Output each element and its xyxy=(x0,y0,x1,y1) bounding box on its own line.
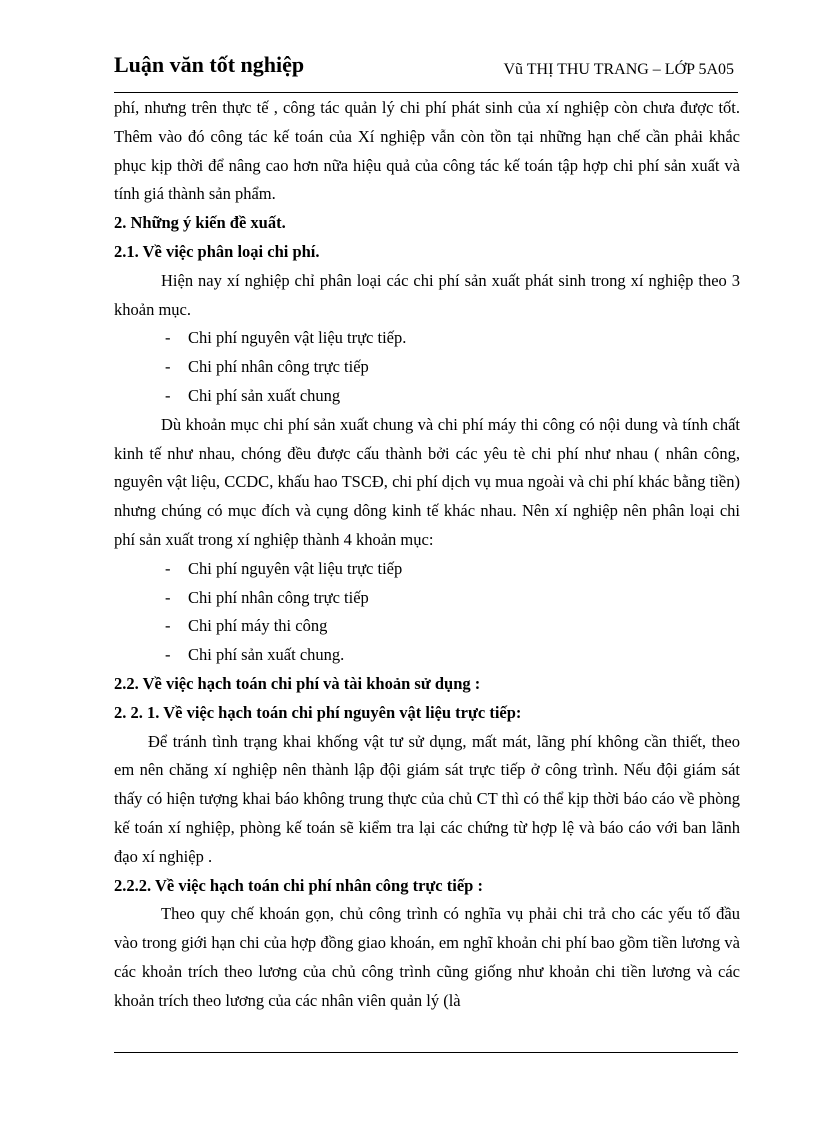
paragraph-2-1-b: Dù khoản mục chi phí sản xuất chung và chi phí máy thi công có nội dung và tính chất kinh tế như nhau, chóng đều được cấu thành bởi các yêu tè chi phí như nhau ( nhân công, nguyên vật liệu, CCDC, khấu hao TSCĐ, chi phí dịch vụ mua ngoài và chi phí khác bằng tiền) nhưng chúng có mục đích và cụng dông kinh tế khác nhau. Nên xí nghiệp nên phân loại chi phí sản xuất trong xí nghiệp thành 4 khoản mục: xyxy=(114,414,740,549)
heading-section-2-2-1: 2. 2. 1. Về việc hạch toán chi phí nguyên vật liệu trực tiếp: xyxy=(114,702,522,722)
cost-items-list-a xyxy=(114,324,740,410)
dash-marker: - xyxy=(165,328,171,348)
paragraph-2-1-a: Hiện nay xí nghiệp chỉ phân loại các chi phí sản xuất phát sinh trong xí nghiệp theo 3 khoản mục. xyxy=(114,270,740,319)
document-title: Luận văn tốt nghiệp xyxy=(114,52,305,77)
dash-marker: - xyxy=(165,587,171,607)
dash-marker: - xyxy=(165,645,171,665)
list-item-text: Chi phí nguyên vật liệu trực tiếp. xyxy=(188,328,407,348)
page-header xyxy=(114,52,738,93)
heading-section-2: 2. Những ý kiến đề xuất. xyxy=(114,213,286,233)
list-item xyxy=(114,584,740,613)
author-class-label: Vũ THỊ THU TRANG – LỚP 5A05 xyxy=(503,61,734,78)
footer-divider xyxy=(114,1052,738,1053)
paragraph-2-2-2: Theo quy chế khoán gọn, chủ công trình có nghĩa vụ phải chi trả cho các yếu tố đầu vào trong giới hạn chi của hợp đồng giao khoán, em nghĩ khoản chi phí bao gồm tiền lương và các khoản trích theo lương của chủ công trình cũng giống như khoản chi tiền lương và các khoản trích theo lương của các nhân viên quản lý (là xyxy=(114,904,740,1010)
list-item xyxy=(114,555,740,584)
list-item xyxy=(114,324,740,353)
heading-section-2-2: 2.2. Về việc hạch toán chi phí và tài khoản sử dụng : xyxy=(114,673,481,693)
cost-items-list-b xyxy=(114,555,740,670)
dash-marker: - xyxy=(165,558,171,578)
heading-section-2-1: 2.1. Về việc phân loại chi phí. xyxy=(114,241,320,261)
list-item-text: Chi phí nhân công trực tiếp xyxy=(188,357,369,377)
list-item-text: Chi phí sản xuất chung xyxy=(188,385,341,405)
paragraph-2-2-1: Để tránh tình trạng khai khống vật tư sử dụng, mất mát, lãng phí không cần thiết, theo em nên chăng xí nghiệp nên thành lập đội giám sát trực tiếp ở công trình. Nếu đội giám sát thấy có hiện tượng khai báo không trung thực của chủ CT thì có thể kịp thời báo cáo về phòng kế toán xí nghiệp, phòng kế toán sẽ kiểm tra lại các chứng từ hợp lệ và báo cáo với ban lãnh đạo xí nghiệp . xyxy=(114,731,740,866)
list-item xyxy=(114,353,740,382)
list-item-text: Chi phí sản xuất chung. xyxy=(188,645,345,665)
intro-paragraph: phí, nhưng trên thực tế , công tác quản lý chi phí phát sinh của xí nghiệp còn chưa được tốt. Thêm vào đó công tác kế toán của Xí nghiệp vẫn còn tồn tại những hạn chế cần phải khắc phục kịp thời để nâng cao hơn nữa hiệu quả của công tác kế toán tập hợp chi phí sản xuất và tính giá thành sản phẩm. xyxy=(114,98,740,204)
dash-marker: - xyxy=(165,616,171,636)
document-body xyxy=(114,94,740,1016)
list-item-text: Chi phí nhân công trực tiếp xyxy=(188,587,369,607)
list-item-text: Chi phí máy thi công xyxy=(188,616,328,636)
list-item xyxy=(114,382,740,411)
list-item xyxy=(114,641,740,670)
list-item xyxy=(114,612,740,641)
list-item-text: Chi phí nguyên vật liệu trực tiếp xyxy=(188,558,403,578)
dash-marker: - xyxy=(165,385,171,405)
heading-section-2-2-2: 2.2.2. Về việc hạch toán chi phí nhân công trực tiếp : xyxy=(114,875,483,895)
dash-marker: - xyxy=(165,357,171,377)
